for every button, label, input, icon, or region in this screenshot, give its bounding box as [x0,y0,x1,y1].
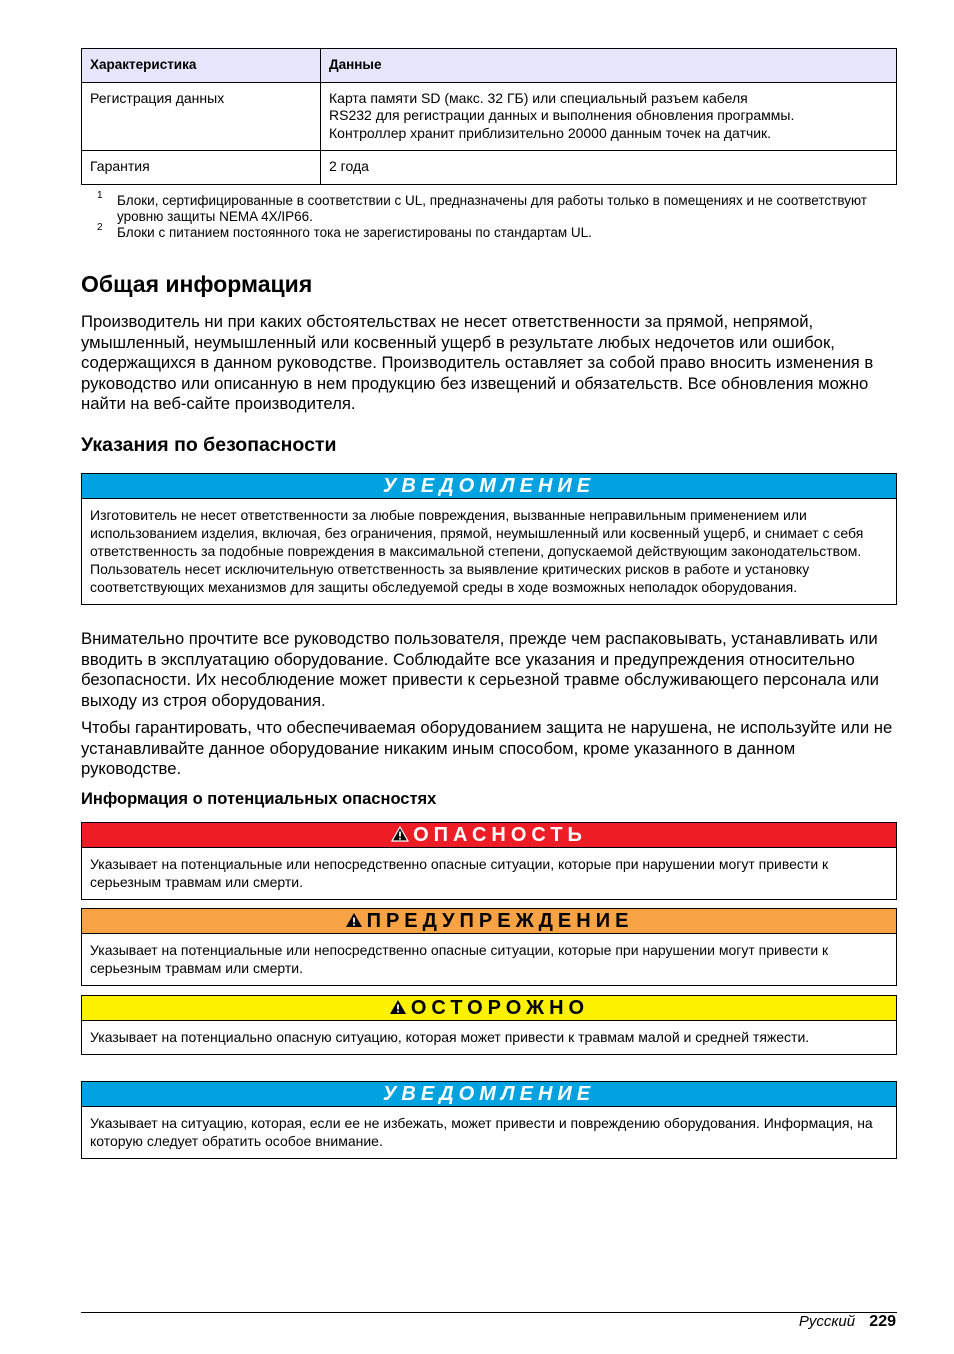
safety-paragraph-1: Внимательно прочтите все руководство пользователя, прежде чем распаковывать, устанавливать или вводить в эксплуатацию оборудование. Соблюдайте все указания и предупреждения относительно безопасности. Их несоблюдение может привести к серьезной травме обслуживающего персонала или выходу из строя оборудования. [81,629,879,710]
footer-divider [81,1312,897,1313]
cell-data: Карта памяти SD (макс. 32 ГБ) или специальный разъем кабеля RS232 для регистрации данных и выполнения обновления программы. Контроллер хранит приблизительно 20000 данным точек на датчик. [321,82,897,151]
footnote [81,190,897,225]
page-footer [799,1313,896,1331]
caution-box [81,995,897,1055]
footnotes [81,190,897,241]
danger-box [81,822,897,900]
warning-triangle-icon [391,826,409,842]
column-header-data: Данные [321,49,897,83]
footer-language: Русский [798,1313,856,1330]
footnote-number: 1 [97,190,103,201]
warning-triangle-icon [345,912,363,928]
warning-text: Указывает на потенциальные или непосредственно опасные ситуации, которые при нарушении могут привести к серьезным травмам или смерти. [90,942,829,976]
table-row [82,82,897,151]
notice-box-2 [81,1081,897,1159]
notice-header-2: УВЕДОМЛЕНИЕ [82,1082,896,1107]
caution-text: Указывает на потенциально опасную ситуацию, которая может привести к травмам малой и средней тяжести. [90,1029,810,1045]
warning-label: ПРЕДУПРЕЖДЕНИЕ [366,910,634,932]
danger-header [82,823,896,848]
general-info-heading: Общая информация [81,271,313,297]
notice-text: Изготовитель не несет ответственности за любые повреждения, вызванные неправильным применением или использованием изделия, включая, без ограничения, прямой, неумышленный или косвенный ущерб, и снимает с себя ответственность за подобные повреждения в максимальной степени, допускаемой действующим законодательством. Пользователь несет исключительную ответственность за выявление критических рисков в работе и установку соответствующих механизмов для защиты обследуемой среды в ходе возможных неполадок оборудования. [90,507,864,595]
warning-header [82,909,896,934]
warning-box [81,908,897,986]
general-info-paragraph: Производитель ни при каких обстоятельствах не несет ответственности за прямой, непрямой, умышленный, неумышленный или косвенный ущерб в результате любых недочетов или ошибок, содержащихся в данном руководстве. Производитель оставляет за собой право вносить изменения в руководство или описанную в нем продукцию без извещений и обязательств. Все обновления можно найти на веб-сайте производителя. [81,312,874,413]
hazard-info-heading: Информация о потенциальных опасностях [81,790,437,808]
footnote-number: 2 [97,222,103,233]
footnote [81,222,897,241]
notice-text-2: Указывает на ситуацию, которая, если ее не избежать, может привести и повреждению оборудования. Информация, на которую следует обратить особое внимание. [90,1115,873,1149]
safety-paragraph-2: Чтобы гарантировать, что обеспечиваемая оборудованием защита не нарушена, не используйте или не устанавливайте данное оборудование никаким иным способом, кроме указанного в данном руководстве. [81,718,893,778]
page-number: 229 [869,1313,896,1330]
table-row [82,151,897,185]
notice-box [81,473,897,605]
danger-text: Указывает на потенциальные или непосредственно опасные ситуации, которые при нарушении могут привести к серьезным травмам или смерти. [90,856,829,890]
specifications-table [81,48,897,185]
cell-characteristic: Гарантия [82,151,321,185]
footnote-text: Блоки, сертифицированные в соответствии с UL, предназначены для работы только в помещениях и не соответствуют уровню защиты NEMA 4X/IP66. [117,193,867,224]
column-header-characteristic: Характеристика [82,49,321,83]
cell-characteristic: Регистрация данных [82,82,321,151]
safety-heading: Указания по безопасности [81,434,337,456]
caution-label: ОСТОРОЖНО [410,997,590,1019]
danger-label: ОПАСНОСТЬ [413,824,587,846]
table-header-row [82,49,897,83]
footnote-text: Блоки с питанием постоянного тока не зарегистированы по стандартам UL. [117,225,592,240]
notice-header: УВЕДОМЛЕНИЕ [82,474,896,499]
caution-header [82,996,896,1021]
cell-data: 2 года [321,151,897,185]
warning-triangle-icon [389,999,407,1015]
